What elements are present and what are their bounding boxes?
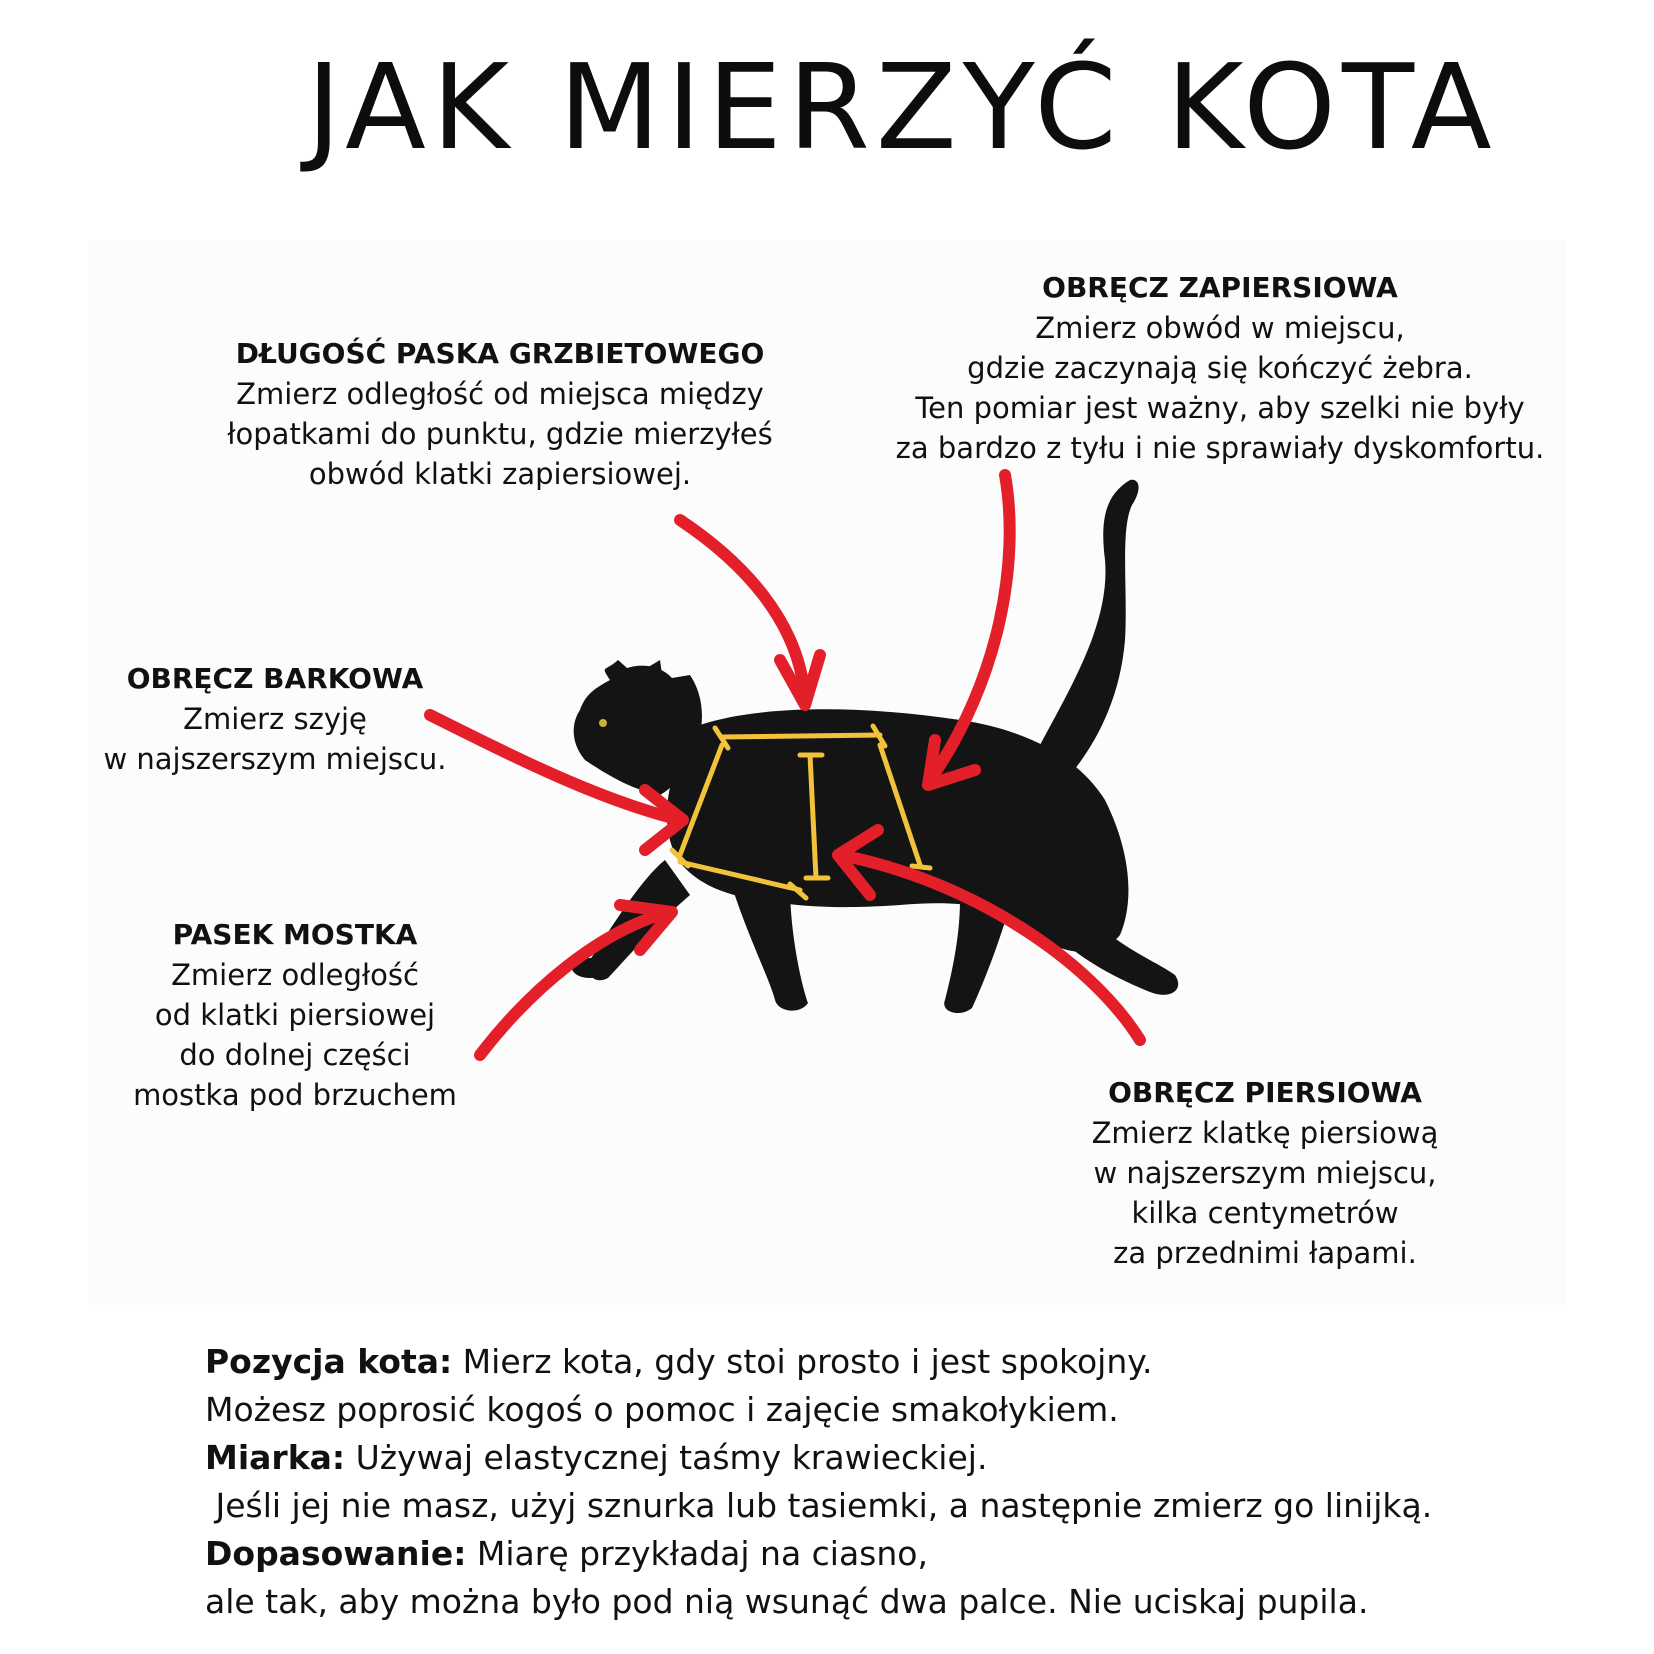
tip-tape-text: Używaj elastycznej taśmy krawieckiej. [345, 1438, 988, 1477]
measurement-tips [205, 1338, 1605, 1626]
tip-tape-label: Miarka: [205, 1438, 346, 1477]
tip-fit-text-2: ale tak, aby można było pod nią wsunąć dwa palce. Nie uciskaj pupila. [205, 1582, 1369, 1621]
tip-position-text-2: Możesz poprosić kogoś o pomoc i zajęcie smakołykiem. [205, 1390, 1119, 1429]
tip-tape-text-2: Jeśli jej nie masz, użyj sznurka lub tasiemki, a następnie zmierz go linijką. [205, 1486, 1433, 1525]
chest-girth-text: Zmierz klatkę piersiową w najszerszym miejscu, kilka centymetrów za przednimi łapami. [1091, 1116, 1439, 1270]
cat-illustration [572, 480, 1178, 1013]
cat-eye [599, 719, 607, 727]
sternum-strap-info [110, 915, 480, 1115]
dorsal-strap-text: Zmierz odległość od miejsca między łopatkami do punktu, gdzie mierzyłeś obwód klatki zapiersiowej. [227, 377, 773, 491]
chest-girth-info [1030, 1073, 1500, 1273]
shoulder-girth-text: Zmierz szyję w najszerszym miejscu. [103, 702, 447, 776]
tip-position-label: Pozycja kota: [205, 1342, 453, 1381]
rear-girth-text: Zmierz obwód w miejscu, gdzie zaczynają się kończyć żebra. Ten pomiar jest ważny, aby szelki nie były za bardzo z tyłu i nie sprawiały dyskomfortu. [895, 311, 1545, 465]
chest-girth-heading: OBRĘCZ PIERSIOWA [1108, 1076, 1422, 1109]
tip-fit-label: Dopasowanie: [205, 1534, 467, 1573]
page-title: JAK MIERZYĆ KOTA [306, 38, 1498, 176]
rear-girth-info [870, 268, 1570, 468]
sternum-strap-heading: PASEK MOSTKA [172, 918, 418, 951]
cat-tail [1040, 480, 1139, 775]
dorsal-strap-heading: DŁUGOŚĆ PASKA GRZBIETOWEGO [235, 337, 765, 370]
rear-girth-heading: OBRĘCZ ZAPIERSIOWA [1042, 271, 1398, 304]
tip-fit-text: Miarę przykładaj na ciasno, [466, 1534, 928, 1573]
tip-fit [205, 1530, 1605, 1578]
tip-position-text: Mierz kota, gdy stoi prosto i jest spokojny. [452, 1342, 1153, 1381]
shoulder-girth-info [60, 659, 490, 779]
sternum-strap-text: Zmierz odległość od klatki piersiowej do dolnej części mostka pod brzuchem [133, 958, 457, 1112]
tip-tape [205, 1434, 1605, 1482]
tip-position [205, 1338, 1605, 1386]
tape-dorsal [722, 735, 880, 737]
shoulder-girth-heading: OBRĘCZ BARKOWA [126, 662, 424, 695]
dorsal-strap-info [200, 334, 800, 494]
